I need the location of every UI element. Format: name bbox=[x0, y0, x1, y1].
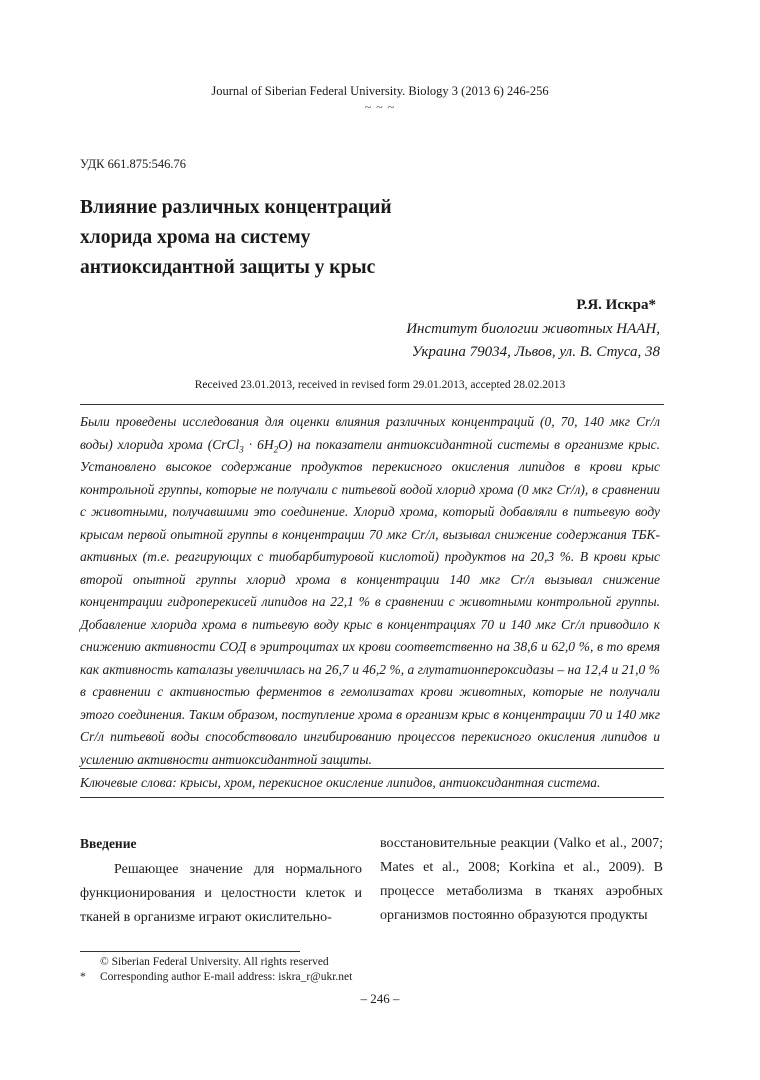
keywords-top-rule bbox=[80, 768, 664, 769]
abstract-text: O) на показатели антиоксидантной системы в организме крыс. Установлено высокое содержание продуктов перекисного окисления липидов в крови крыс контрольной группы, которые не получали с питьевой водой хлорид хрома (0 мкг Cr/л), в сравнении с животными, получавшими это соединение. Хлорид хрома, который добавляли в питьевую воду крысам первой опытной группы в концентрации 70 мкг Cr/л, вызывал снижение содержания ТБК-активных (т.е. реагирующих с тиобарбитуровой кислотой) продуктов на 20,3 %. В крови крыс второй опытной группы хлорид хрома в концентрации 140 мкг Cr/л вызывал снижение концентрации гидроперекисей липидов на 22,1 % в сравнении с животными контрольной группы. Добавление хлорида хрома в питьевую воду крыс в концентрациях 70 и 140 мкг Cr/л приводило к снижению активности СОД в эритроцитах их крови соответственно на 38,6 и 62,0 %, в то время как активность каталазы увеличилась на 26,7 и 46,2 %, а глутатионпероксидазы – на 12,4 и 21,0 % в сравнении с активностью ферментов в гемолизатах крови животных, которые не получали этого соединения. Таким образом, поступление хрома в организм крыс в концентрации 70 и 140 мкг Cr/л питьевой воды способствовало ингибированию процессов перекисного окисления липидов и усилению активности антиоксидантной защиты. bbox=[80, 436, 660, 767]
abstract-top-rule bbox=[80, 404, 664, 405]
received-dates: Received 23.01.2013, received in revised form 29.01.2013, accepted 28.02.2013 bbox=[194, 379, 566, 391]
journal-header: Journal of Siberian Federal University. Biology 3 (2013 6) 246-256 bbox=[211, 84, 549, 98]
abstract-text: · 6H bbox=[243, 436, 274, 452]
affiliation-line: Украина 79034, Львов, ул. В. Стуса, 38 bbox=[411, 343, 660, 360]
affiliation bbox=[406, 318, 660, 363]
keywords-bottom-rule bbox=[80, 797, 664, 798]
abstract-text: Были проведены исследования для оценки влияния различных концентраций (0, 70, 140 мкг Cr/л воды) хлорида хрома (CrCl bbox=[80, 414, 660, 452]
title-line: Влияние различных концентраций bbox=[80, 197, 392, 218]
footnote-text: Corresponding author E-mail address: iskra_r@ukr.net bbox=[100, 971, 353, 983]
footnote-rule bbox=[80, 951, 300, 952]
footnote bbox=[80, 955, 352, 970]
title-line: антиоксидантной защиты у крыс bbox=[80, 257, 376, 278]
title-line: хлорида хрома на систему bbox=[80, 227, 311, 248]
affiliation-line: Институт биологии животных НААН, bbox=[406, 321, 660, 337]
footnote-mark: * bbox=[80, 971, 86, 983]
footnote-text: © Siberian Federal University. All rights reserved bbox=[100, 956, 329, 968]
footnotes bbox=[80, 955, 352, 985]
udk-code: УДК 661.875:546.76 bbox=[80, 157, 187, 171]
header-ornament: ~ ~ ~ bbox=[364, 100, 396, 114]
paragraph: Решающее значение для нормального функционирования и целостности клеток и тканей в организме играют окислительно- bbox=[80, 862, 362, 925]
keywords: Ключевые слова: крысы, хром, перекисное окисление липидов, антиоксидантная система. bbox=[80, 775, 601, 790]
page-number: – 246 – bbox=[360, 991, 400, 1006]
intro-right-column bbox=[380, 832, 663, 928]
author-name: Р.Я. Искра* bbox=[576, 297, 656, 313]
abstract bbox=[80, 411, 660, 771]
section-heading: Введение bbox=[80, 836, 137, 851]
article-title bbox=[80, 193, 640, 283]
paragraph: восстановительные реакции (Valko et al., 2007; Mates et al., 2008; Korkina et al., 2009). В процессе метаболизма в тканях аэробных организмов постоянно образуются продукты bbox=[380, 836, 663, 923]
footnote bbox=[80, 970, 352, 985]
subscript: 3 bbox=[239, 444, 244, 455]
subscript: 2 bbox=[273, 444, 279, 455]
intro-left-column bbox=[80, 832, 362, 930]
footnote-mark bbox=[80, 955, 100, 970]
